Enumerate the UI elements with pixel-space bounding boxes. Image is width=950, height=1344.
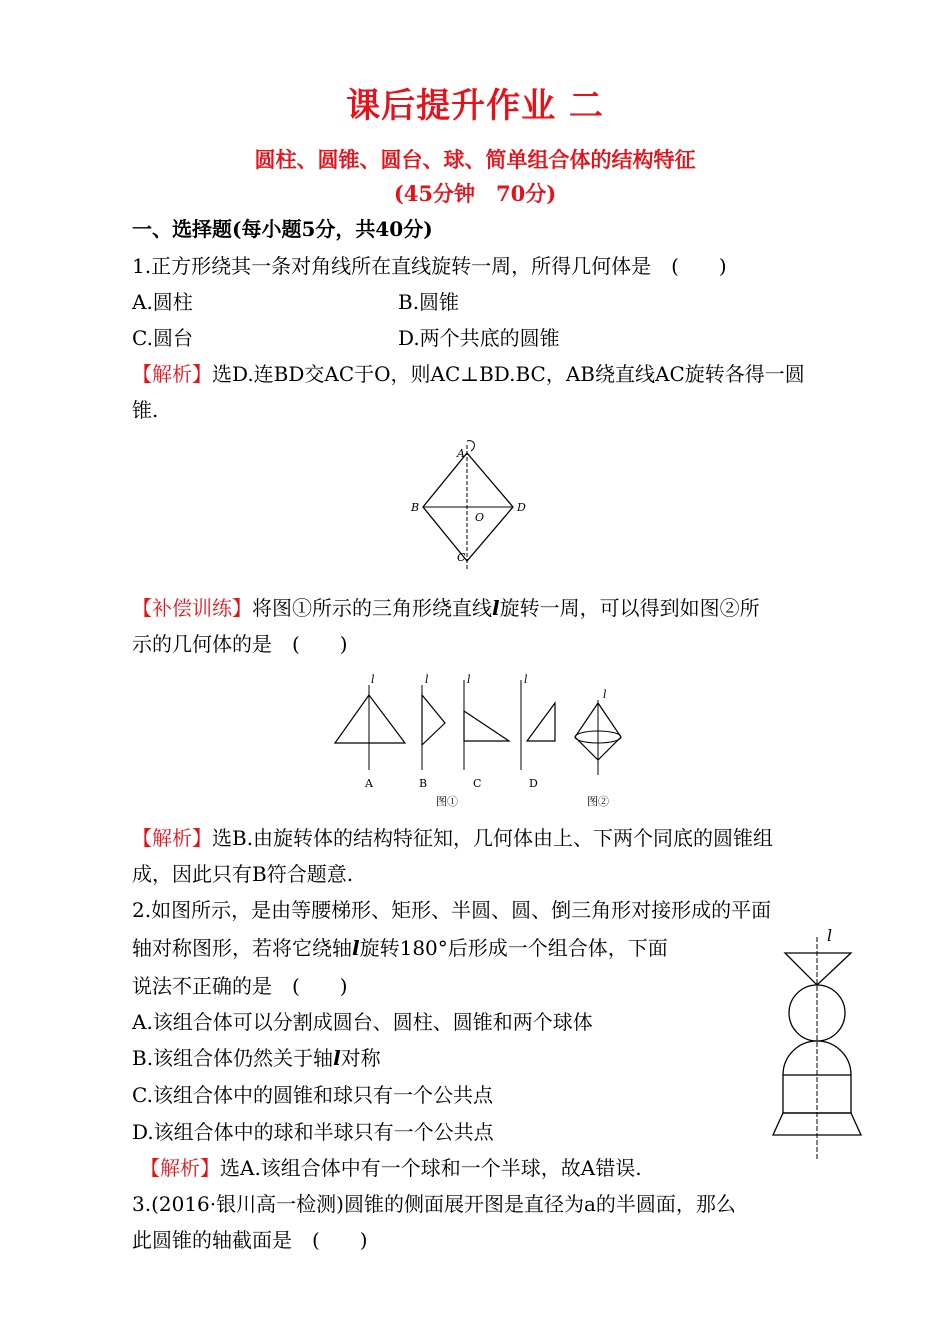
q2-option-a: A.该组合体可以分割成圆台、圆柱、圆锥和两个球体 [132, 1010, 593, 1034]
section-heading: 一、选择题(每小题5分，共40分) [132, 217, 433, 241]
q3-line2: 此圆锥的轴截面是 ( ) [132, 1228, 368, 1252]
q1-analysis [132, 358, 805, 387]
q2-line3: 说法不正确的是 ( ) [132, 974, 348, 998]
svg-text:l: l [603, 688, 607, 701]
label-c: C [473, 777, 482, 790]
q1-rhombus-figure [405, 435, 540, 575]
q1-stem: 1.正方形绕其一条对角线所在直线旋转一周，所得几何体是 ( ) [132, 254, 727, 278]
svg-text:l: l [524, 673, 528, 686]
practice-line2: 示的几何体的是 ( ) [132, 632, 348, 656]
page-title: 课后提升作业 二 [346, 86, 604, 126]
caption-fig1: 图① [436, 795, 458, 808]
q2-option-b: B.该组合体仍然关于轴l对称 [132, 1046, 381, 1070]
practice-analysis: 【解析】选B.由旋转体的结构特征知，几何体由上、下两个同底的圆锥组 [132, 826, 774, 850]
label-d: D [517, 501, 526, 514]
analysis-tag: 【解析】 [140, 1156, 220, 1180]
q1-option-b: B.圆锥 [398, 290, 460, 314]
q3-line1: 3.(2016·银川高一检测)圆锥的侧面展开图是直径为a的半圆面，那么 [132, 1192, 736, 1216]
analysis-tag: 【解析】 [132, 826, 212, 850]
label-b: B [411, 501, 420, 514]
svg-text:l: l [425, 673, 429, 686]
analysis-tag: 【解析】 [132, 362, 212, 386]
axis-l-label: l [827, 926, 833, 945]
triangle-d [527, 703, 555, 741]
q2-option-c: C.该组合体中的圆锥和球只有一个公共点 [132, 1083, 493, 1107]
page-subtitle: 圆柱、圆锥、圆台、球、简单组合体的结构特征 [254, 147, 696, 172]
label-o: O [475, 511, 485, 524]
label-a: A [457, 447, 465, 460]
label-c: C [457, 551, 466, 564]
q2-composite-figure [765, 925, 870, 1165]
practice-tag: 【补偿训练】 [132, 596, 252, 620]
q1-analysis-text: 选D.连BD交AC于O，则AC⊥BD.BC，AB绕直线AC旋转各得一圆 [212, 362, 805, 386]
q2-line2: 轴对称图形，若将它绕轴l旋转180°后形成一个组合体，下面 [132, 936, 668, 960]
rotation-arrow-icon [467, 441, 474, 451]
practice-line1: 【补偿训练】将图①所示的三角形绕直线l旋转一周，可以得到如图②所 [132, 596, 760, 620]
q2-analysis: 【解析】选A.该组合体中有一个球和一个半球，故A错误. [140, 1156, 642, 1180]
q2-option-d: D.该组合体中的球和半球只有一个公共点 [132, 1120, 494, 1144]
q1-option-d: D.两个共底的圆锥 [398, 326, 560, 350]
q1-option-c: C.圆台 [132, 326, 193, 350]
time-score: (45分钟 70分) [393, 181, 557, 206]
svg-text:l: l [371, 673, 375, 686]
caption-fig2: 图② [587, 795, 609, 808]
label-b: B [419, 777, 428, 790]
triangle-c [464, 711, 509, 741]
q1-analysis-cont: 锥. [132, 398, 159, 422]
svg-text:l: l [467, 673, 471, 686]
practice-analysis-cont: 成，因此只有B符合题意. [132, 862, 354, 886]
triangle-a [335, 695, 405, 743]
q1-option-a: A.圆柱 [132, 290, 193, 314]
triangle-b [422, 695, 445, 745]
label-d: D [529, 777, 538, 790]
q2-line1: 2.如图所示，是由等腰梯形、矩形、半圆、圆、倒三角形对接形成的平面 [132, 898, 772, 922]
label-a: A [365, 777, 373, 790]
practice-figure [325, 665, 665, 815]
inverted-triangle [785, 953, 851, 985]
